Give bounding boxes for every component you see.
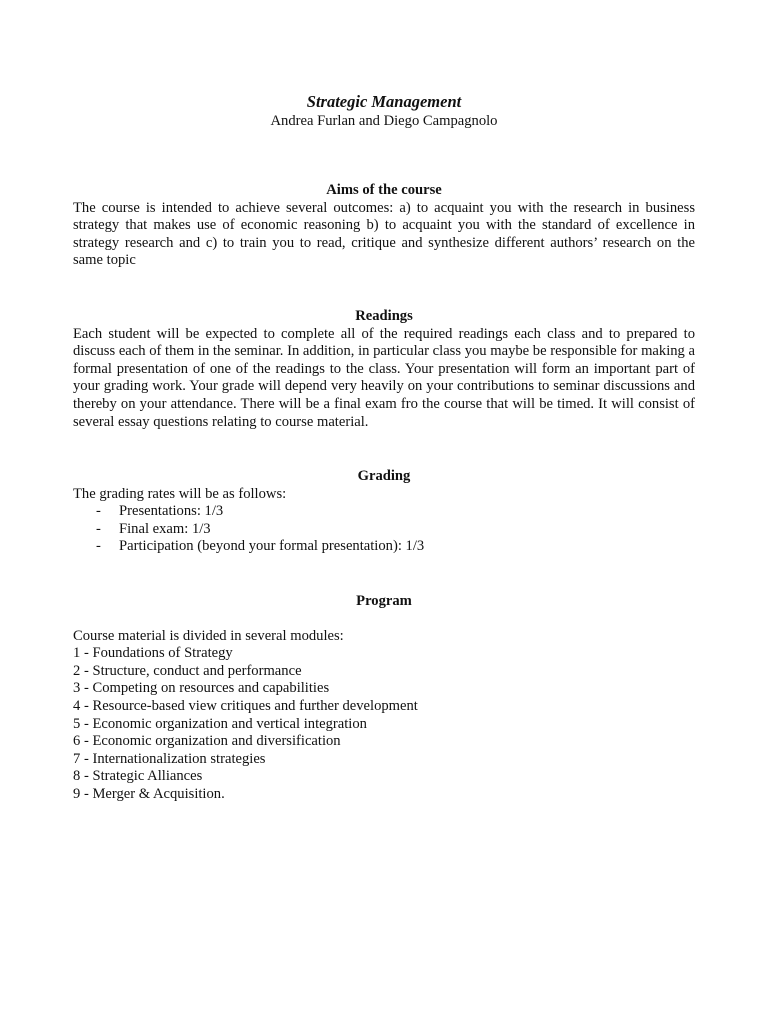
aims-section <box>73 182 695 270</box>
program-heading: Program <box>356 593 412 609</box>
program-section <box>73 593 695 804</box>
program-intro: Course material is divided in several modules: <box>73 627 344 644</box>
grading-item: - Final exam: 1/3 <box>96 520 211 537</box>
grading-intro: The grading rates will be as follows: <box>73 485 287 502</box>
module-item: 6 - Economic organization and diversification <box>73 733 341 750</box>
document-authors: Andrea Furlan and Diego Campagnolo <box>270 113 498 129</box>
grading-item: - Participation (beyond your formal presentation): 1/3 <box>96 538 425 555</box>
readings-heading: Readings <box>355 308 413 324</box>
module-item: 8 - Strategic Alliances <box>73 768 203 785</box>
grading-section <box>73 468 695 556</box>
document-title: Strategic Management <box>306 92 462 111</box>
readings-text: Each student will be expected to complete all of the required readings each class and to prepared to discuss each of them in the seminar. In addition, in particular class you maybe be responsible for making a formal presentation of one of the readings to the class. Your presentation will form an important part of your grading work. Your grade will depend very heavily on your contributions to seminar discussions and thereby on your attendance. There will be a final exam fro the course that will be timed. It will consist of several essay questions relating to course material. <box>73 325 695 430</box>
grading-item: - Presentations: 1/3 <box>96 503 224 520</box>
module-item: 1 - Foundations of Strategy <box>73 645 233 662</box>
module-item: 3 - Competing on resources and capabilities <box>73 680 330 697</box>
module-item: 5 - Economic organization and vertical integration <box>73 715 367 732</box>
aims-text: The course is intended to achieve several outcomes: a) to acquaint you with the research in business strategy that makes use of economic reasoning b) to acquaint you with the standard of excellence in strategy research and c) to train you to read, critique and synthesize different authors’ research on the same topic <box>73 199 695 269</box>
readings-section <box>73 308 695 431</box>
grading-heading: Grading <box>357 468 411 484</box>
module-item: 7 - Internationalization strategies <box>73 750 266 767</box>
module-list <box>73 645 695 803</box>
grading-list <box>73 503 695 556</box>
module-item: 4 - Resource-based view critiques and further development <box>73 697 418 714</box>
module-item: 2 - Structure, conduct and performance <box>73 662 302 679</box>
aims-heading: Aims of the course <box>326 182 442 198</box>
module-item: 9 - Merger & Acquisition. <box>73 785 225 802</box>
